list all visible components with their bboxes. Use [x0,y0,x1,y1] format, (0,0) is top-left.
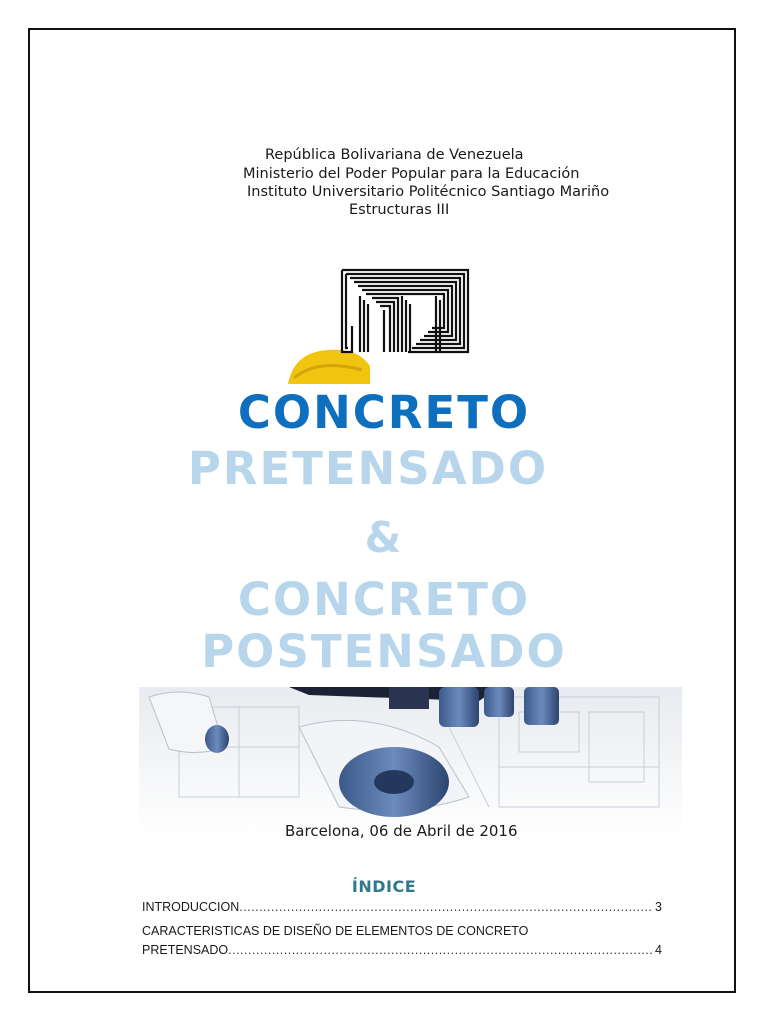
title-line-concreto: CONCRETO [237,386,531,439]
title-ampersand: & [364,513,404,562]
index-heading: ÍNDICE [351,877,417,896]
toc-entry-label-line1: CARACTERISTICAS DE DISEÑO DE ELEMENTOS DE CONCRETO [142,924,529,938]
place-and-date: Barcelona, 06 de Abril de 2016 [285,822,518,840]
toc-entry-page: 3 [655,900,662,914]
toc-entry-label: INTRODUCCION [142,900,240,914]
toc-entry-caracteristicas[interactable] [142,924,662,962]
institution-logo-icon [288,266,473,384]
title-line-postensado: POSTENSADO [201,625,567,678]
header-course: Estructuras III [349,202,450,218]
title-line-pretensado: PRETENSADO [187,442,549,495]
header-ministry: Ministerio del Poder Popular para la Educación [243,166,580,182]
toc-leader-dots [239,900,653,914]
header-institute: Instituto Universitario Politécnico Santiago Mariño [247,184,610,200]
toc-leader-dots [228,943,653,957]
header-republic: República Bolivariana de Venezuela [265,147,524,163]
blueprint-rolls-image-icon [139,687,682,837]
title-line-concreto-2: CONCRETO [237,573,531,626]
toc-entry-introduccion[interactable] [142,900,662,919]
toc-entry-page: 4 [655,943,662,957]
toc-entry-label-line2: PRETENSADO [142,943,229,957]
